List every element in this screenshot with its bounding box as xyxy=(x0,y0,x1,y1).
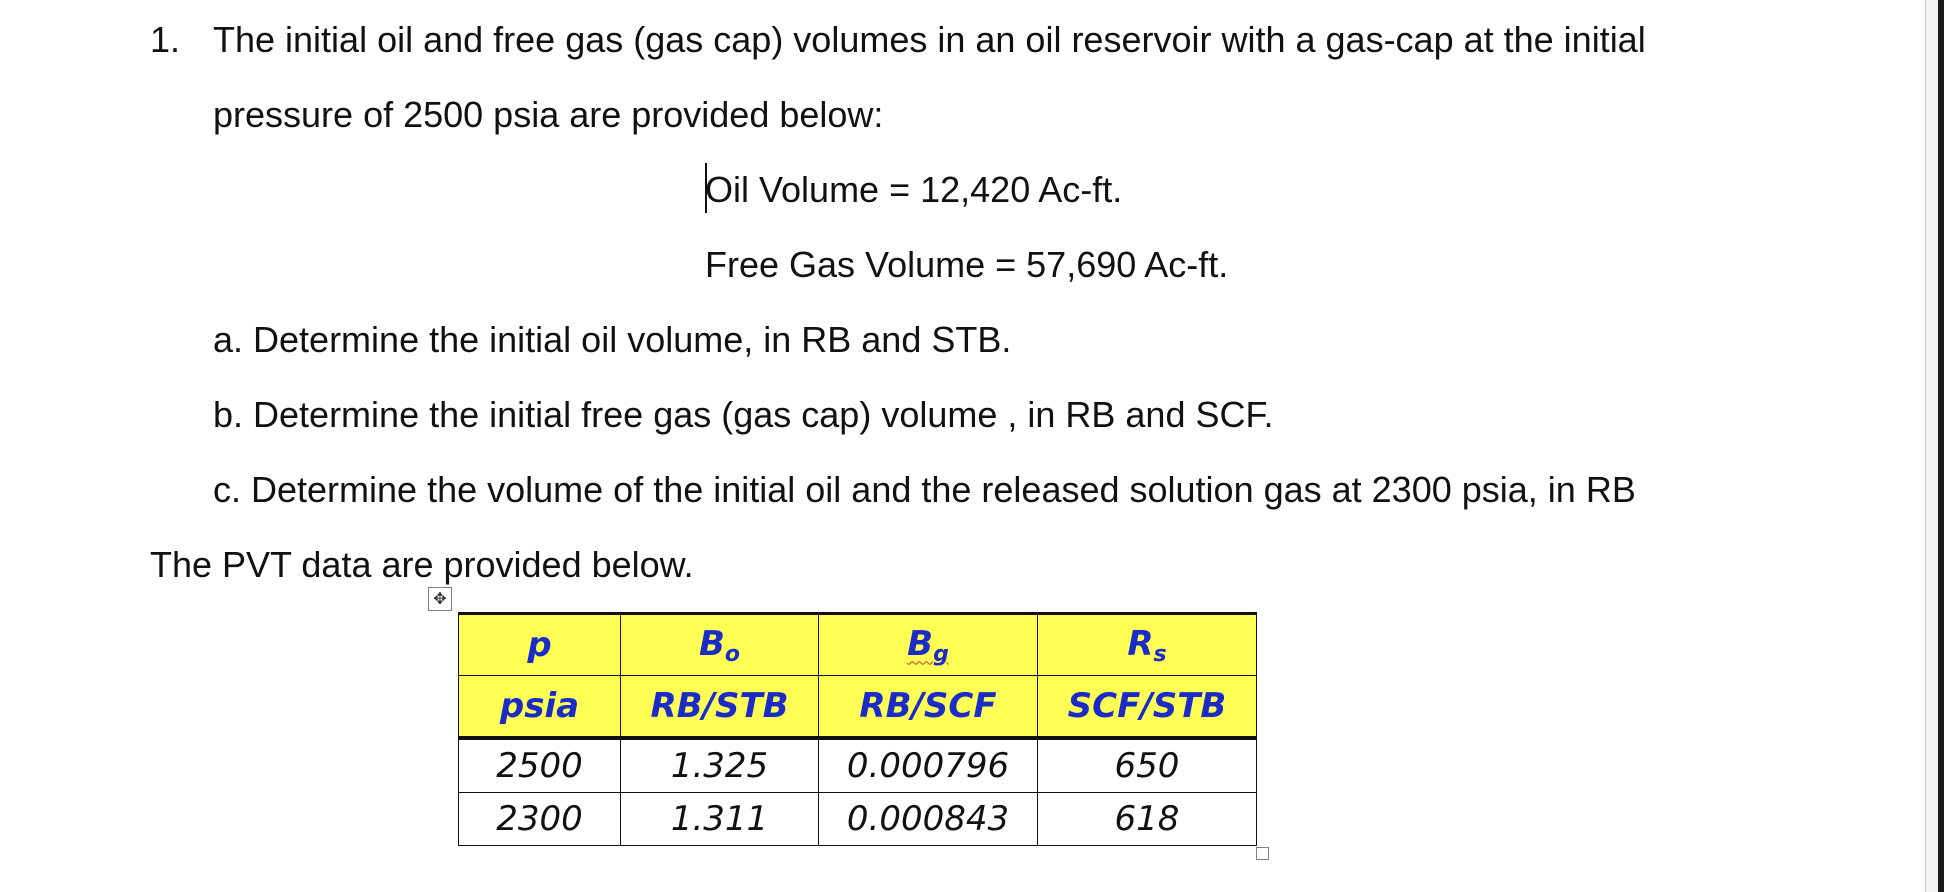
table-cell: 618 xyxy=(1038,793,1257,846)
table-row xyxy=(459,793,1257,846)
table-cell: 2500 xyxy=(459,738,621,793)
pvt-intro: The PVT data are provided below. xyxy=(150,544,694,585)
window-edge xyxy=(1938,0,1944,892)
part-a: a. Determine the initial oil volume, in RB and STB. xyxy=(213,319,1012,360)
unit-cell: RB/STB xyxy=(621,676,819,739)
question-intro-line-1: The initial oil and free gas (gas cap) volumes in an oil reservoir with a gas-cap at the initial xyxy=(213,19,1646,60)
table-header-row-symbols xyxy=(459,614,1257,676)
table-cell: 1.311 xyxy=(621,793,819,846)
header-bo: $B_o$ xyxy=(621,614,819,676)
table-cell: 2300 xyxy=(459,793,621,846)
header-bg: $B_g$ xyxy=(819,614,1038,676)
vertical-scrollbar[interactable] xyxy=(1925,0,1944,892)
part-c: c. Determine the volume of the initial oil and the released solution gas at 2300 psia, in RB xyxy=(213,469,1636,510)
unit-cell: SCF/STB xyxy=(1038,676,1257,739)
unit-cell: psia xyxy=(459,676,621,739)
question-intro-line-2: pressure of 2500 psia are provided below: xyxy=(213,94,884,135)
table-cell: 1.325 xyxy=(621,738,819,793)
table-resize-handle[interactable] xyxy=(1256,847,1269,860)
oil-volume-line: Oil Volume = 12,420 Ac-ft. xyxy=(705,169,1123,210)
part-b: b. Determine the initial free gas (gas cap) volume , in RB and SCF. xyxy=(213,394,1274,435)
question-number: 1. xyxy=(150,19,181,60)
table-row xyxy=(459,738,1257,793)
header-p: p xyxy=(459,614,621,676)
table-cell: 0.000796 xyxy=(819,738,1038,793)
move-handle-icon[interactable]: ✥ xyxy=(428,587,452,611)
table-cell: 0.000843 xyxy=(819,793,1038,846)
free-gas-volume-line: Free Gas Volume = 57,690 Ac-ft. xyxy=(705,244,1229,285)
table-header-row-units xyxy=(459,676,1257,739)
unit-cell: RB/SCF xyxy=(819,676,1038,739)
pvt-table xyxy=(458,612,1257,846)
header-rs: $R_s$ xyxy=(1038,614,1257,676)
table-cell: 650 xyxy=(1038,738,1257,793)
